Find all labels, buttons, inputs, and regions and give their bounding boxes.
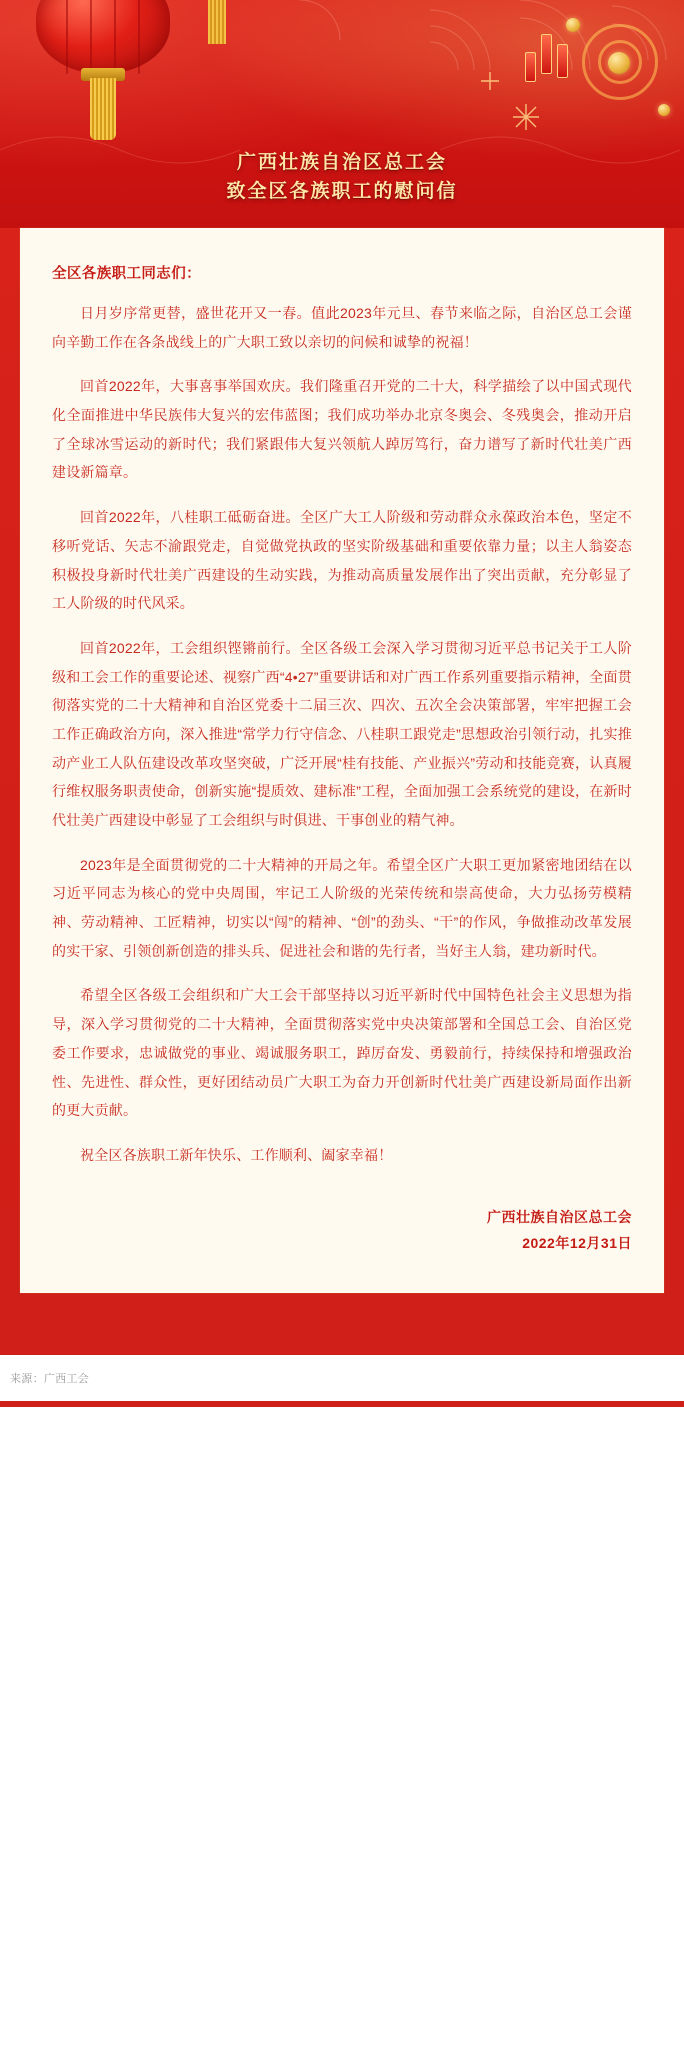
banner-title xyxy=(0,148,684,207)
lantern-icon xyxy=(28,0,178,108)
letter-paragraph: 2023年是全面贯彻党的二十大精神的开局之年。希望全区广大职工更加紧密地团结在以习近平同志为核心的党中央周围，牢记工人阶级的光荣传统和崇高使命，大力弘扬劳模精神、劳动精神、工匠精神，切实以“闯”的精神、“创”的劲头、“干”的作风，争做推动改革发展的实干家、引领创新创造的排头兵、促进社会和谐的先行者，当好主人翁，建功新时代。 xyxy=(52,856,632,959)
letter-background xyxy=(0,228,684,1355)
festive-ornament-icon xyxy=(466,8,676,158)
letter-paragraph: 希望全区各级工会组织和广大工会干部坚持以习近平新时代中国特色社会主义思想为指导，深入学习贯彻党的二十大精神，全面贯彻落实党中央决策部署和全国总工会、自治区党委工作要求，忠诚做党的事业、竭诚服务职工，踔厉奋发、勇毅前行，持续保持和增强政治性、先进性、群众性，更好团结动员广大职工为奋力开创新时代壮美广西建设新局面作出新的更大贡献。 xyxy=(52,987,632,1119)
letter-salutation: 全区各族职工同志们： xyxy=(52,266,201,282)
signature-date: 2022年12月31日 xyxy=(522,1235,632,1252)
lantern-secondary-icon xyxy=(170,0,266,36)
signature-organization: 广西壮族自治区总工会 xyxy=(487,1208,632,1225)
sparkle-icon xyxy=(466,8,676,158)
letter-card xyxy=(20,228,664,1293)
header-banner xyxy=(0,0,684,228)
letter-paragraph: 回首2022年，八桂职工砥砺奋进。全区广大工人阶级和劳动群众永葆政治本色，坚定不移听党话、矢志不渝跟党走，自觉做党执政的坚实阶级基础和重要依靠力量；以主人翁姿态积极投身新时代壮美广西建设的生动实践，为推动高质量发展作出了突出贡献，充分彰显了工人阶级的时代风采。 xyxy=(52,509,632,612)
letter-closing-wish: 祝全区各族职工新年快乐、工作顺利、阖家幸福！ xyxy=(80,1146,393,1163)
letter-signature xyxy=(52,1204,632,1257)
footer xyxy=(0,1355,684,1401)
banner-title-line-2: 致全区各族职工的慰问信 xyxy=(226,181,458,203)
letter-paragraph: 日月岁序常更替，盛世花开又一春。值此2023年元旦、春节来临之际，自治区总工会谨向辛勤工作在各条战线上的广大职工致以亲切的问候和诚挚的祝福！ xyxy=(52,305,632,350)
letter-paragraph: 回首2022年，工会组织铿锵前行。全区各级工会深入学习贯彻习近平总书记关于工人阶级和工会工作的重要论述、视察广西“4•27”重要讲话和对广西工作系列重要指示精神，全面贯彻落实党的二十大精神和自治区党委十二届三次、四次、五次全会决策部署，牢牢把握工会工作正确政治方向，深入推进“常学力行守信念、八桂职工跟党走”思想政治引领行动，扎实推动产业工人队伍建设改革攻坚突破，广泛开展“桂有技能、产业振兴”劳动和技能竞赛，认真履行维权服务职责使命，创新实施“提质效、建标准”工程，全面加强工会系统党的建设，在新时代壮美广西建设中彰显了工会组织与时俱进、干事创业的精气神。 xyxy=(52,639,632,828)
letter-paragraph: 回首2022年，大事喜事举国欢庆。我们隆重召开党的二十大，科学描绘了以中国式现代化全面推进中华民族伟大复兴的宏伟蓝图；我们成功举办北京冬奥会、冬残奥会，推动开启了全球冰雪运动的新时代；我们紧跟伟大复兴领航人踔厉笃行，奋力谱写了新时代壮美广西建设新篇章。 xyxy=(52,378,632,481)
source-label: 来源：广西工会 xyxy=(10,1372,90,1385)
bottom-accent-bar xyxy=(0,1401,684,1407)
banner-title-line-1: 广西壮族自治区总工会 xyxy=(236,152,447,173)
